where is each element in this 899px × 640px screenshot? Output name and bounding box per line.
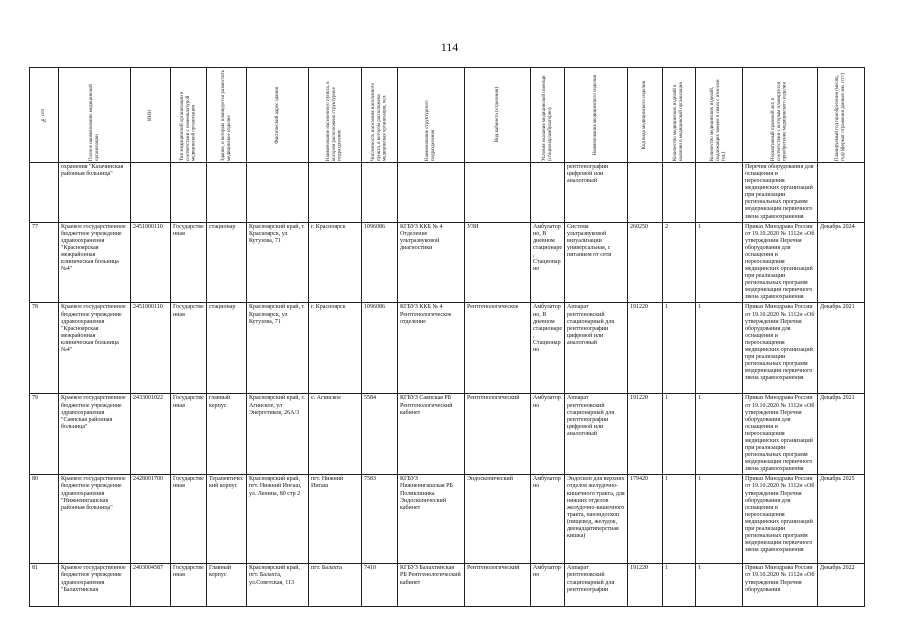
table-cell: Рентгенологический bbox=[465, 564, 531, 607]
column-header bbox=[30, 68, 59, 163]
table-cell: КГБУЗ ККБ № 4 Рентгенологическое отделение bbox=[398, 303, 465, 394]
table-cell: Аппарат рентгеновский стационарный для рентгенографии цифровой или аналоговый bbox=[565, 394, 628, 475]
table-body bbox=[30, 163, 865, 607]
table-cell: КГБУЗ ККБ № 4 Отделение ультразвуковой диагностики bbox=[398, 222, 465, 303]
table-cell: 7410 bbox=[362, 564, 398, 607]
table-cell: 1 bbox=[696, 564, 743, 607]
table-row bbox=[30, 303, 865, 394]
table-cell: Приказ Минздрава России от 19.10.2020 № 1112н «Об утверждении Перечня оборудования для оснащения и переоснащения медицинских организаций при реализации региональных программ модернизации первичного звена здравоохранения bbox=[743, 222, 818, 303]
table-cell bbox=[628, 163, 663, 223]
table-cell: Декабрь 2024 bbox=[818, 222, 865, 303]
table-cell: 1 bbox=[663, 394, 696, 475]
column-header-label: ИНН bbox=[147, 109, 153, 121]
table-cell: Красноярский край, г. Красноярск, ул Кутузова, 71 bbox=[247, 222, 309, 303]
table-cell: Красноярский край, пгт. Нижний Ингаш, ул. Ленина, 80 стр 2 bbox=[247, 475, 309, 564]
table-cell: КГБУЗ Балахтинская РБ Рентгенологический кабинет bbox=[398, 564, 465, 607]
column-header-label: Количество медицинских изделий, подлежащих замене в связи с износом (ед.) bbox=[710, 79, 727, 161]
table-cell: с. Агинское bbox=[309, 394, 362, 475]
column-header bbox=[207, 68, 247, 163]
column-header-label: Фактический адрес здания bbox=[274, 86, 280, 144]
table-cell: Рентгенологическое bbox=[465, 303, 531, 394]
table-cell: УЗИ bbox=[465, 222, 531, 303]
table-cell: 260250 bbox=[628, 222, 663, 303]
column-header-label: Вид кабинета (отделения) bbox=[494, 87, 500, 143]
column-header bbox=[59, 68, 131, 163]
table-cell: пгт. Балахта bbox=[309, 564, 362, 607]
column-header-label: Наименование структурного подразделения bbox=[425, 100, 436, 161]
table-cell bbox=[663, 163, 696, 223]
table-cell: Государственная bbox=[171, 222, 207, 303]
table-cell: 1 bbox=[663, 475, 696, 564]
table-cell: Приказ Минздрава России от 19.10.2020 № 1112н «Об утверждении Перечня оборудования для оснащения и переоснащения медицинских организаций при реализации региональных программ модернизации первичного звена здравоохранения bbox=[743, 394, 818, 475]
column-header-label: Условия оказания медицинской помощи (стационар/амбулаторно) bbox=[541, 75, 553, 161]
table-cell: Амбулаторно bbox=[531, 475, 565, 564]
table-cell: г. Красноярск bbox=[309, 222, 362, 303]
table-cell: Система ультразвуковой визуализации универсальная, с питанием от сети bbox=[565, 222, 628, 303]
table-cell bbox=[696, 163, 743, 223]
column-header bbox=[663, 68, 696, 163]
page-number: 114 bbox=[440, 40, 459, 54]
table-cell bbox=[398, 163, 465, 223]
column-header-label: Код вида медицинского изделия bbox=[642, 80, 648, 150]
column-header bbox=[398, 68, 465, 163]
table-cell: 1096086 bbox=[362, 222, 398, 303]
table-cell: 2451000110 bbox=[131, 303, 171, 394]
table-cell: Краевое государственное бюджетное учреждение здравоохранения "Саянская районная больница" bbox=[59, 394, 131, 475]
table-cell: 191220 bbox=[628, 564, 663, 607]
column-header bbox=[743, 68, 818, 163]
table-cell bbox=[131, 163, 171, 223]
table-cell: 78 bbox=[30, 303, 59, 394]
table-cell: Амбулаторно, В дневном стационаре, Стационарно bbox=[531, 303, 565, 394]
table-cell: 2 bbox=[663, 222, 696, 303]
table-cell: стационар bbox=[207, 222, 247, 303]
table-cell: стационар bbox=[207, 303, 247, 394]
table-cell: Приказ Минздрава России от 19.10.2020 № 1112н «Об утверждении Перечня оборудования для оснащения и переоснащения медицинских организаций при реализации региональных программ модернизации первичного звена здравоохранения bbox=[743, 475, 818, 564]
table-cell: Эндоскопический bbox=[465, 475, 531, 564]
column-header bbox=[171, 68, 207, 163]
table-cell: 1 bbox=[696, 394, 743, 475]
table-cell bbox=[247, 163, 309, 223]
table-cell: Красноярский край, с. Агинское, ул Энергетиков, 26А/3 bbox=[247, 394, 309, 475]
column-header bbox=[628, 68, 663, 163]
table-cell: Приказ Минздрава России от 19.10.2020 № 1112н «Об утверждении Перечня оборудования для оснащения и переоснащения медицинских организаций при реализации региональных программ модернизации первичного звена здравоохранения bbox=[743, 303, 818, 394]
table-cell: Декабрь 2022 bbox=[818, 564, 865, 607]
table-cell: г. Красноярск bbox=[309, 303, 362, 394]
column-header-label: Здание, в которых планируется разместить медицинское изделие bbox=[220, 69, 232, 161]
table-cell: 1 bbox=[663, 564, 696, 607]
table-cell: 1096086 bbox=[362, 303, 398, 394]
table-cell: Амбулаторно bbox=[531, 564, 565, 607]
table-row bbox=[30, 394, 865, 475]
table-cell: 1 bbox=[663, 303, 696, 394]
table-cell: 179420 bbox=[628, 475, 663, 564]
table-cell: 2433001022 bbox=[131, 394, 171, 475]
table-cell: 81 bbox=[30, 564, 59, 607]
table-cell: охранения "Казачинская районная больница" bbox=[59, 163, 131, 223]
column-header bbox=[818, 68, 865, 163]
column-header-label: Численность населения населенного пункта, в котором расположена медицинская организация, чел. bbox=[370, 82, 388, 161]
table-cell: 191220 bbox=[628, 394, 663, 475]
header-row bbox=[30, 68, 865, 163]
table-cell: Краевое государственное бюджетное учреждение здравоохранения "Балахтинская bbox=[59, 564, 131, 607]
table-row bbox=[30, 475, 865, 564]
column-header-label: Нормативный правовой акт, в соответствии с которым планируется приобретение медицинского изделия bbox=[771, 81, 788, 161]
column-header bbox=[362, 68, 398, 163]
table-cell: 2451000110 bbox=[131, 222, 171, 303]
table-cell: Приказ Минздрава России от 19.10.2020 № 1112н «Об утверждении Перечня оборудования bbox=[743, 564, 818, 607]
table-cell: КГБУЗ Саянская РБ Рентгенологический кабинет bbox=[398, 394, 465, 475]
table-cell: Амбулаторно, В дневном стационаре, Стационарно bbox=[531, 222, 565, 303]
table-cell: КГБУЗ Нижнеингашская РБ Поликлиника Эндоскопический кабинет bbox=[398, 475, 465, 564]
table-cell: 1 bbox=[696, 303, 743, 394]
column-header-label: № п/п bbox=[41, 108, 47, 122]
table-cell: Государственная bbox=[171, 564, 207, 607]
table-cell: Аппарат рентгеновский стационарный для рентгенографии bbox=[565, 564, 628, 607]
table-cell: Краевое государственное бюджетное учреждение здравоохранения "Красноярская межрайонная клиническая больница №4" bbox=[59, 303, 131, 394]
table-cell: 80 bbox=[30, 475, 59, 564]
table-cell: 2403004587 bbox=[131, 564, 171, 607]
column-header bbox=[531, 68, 565, 163]
column-header-label: Количество медицинских изделий в наличии в медицинской организации bbox=[673, 81, 684, 161]
table-cell bbox=[30, 163, 59, 223]
table-row bbox=[30, 222, 865, 303]
table-cell bbox=[207, 163, 247, 223]
table-cell: 5584 bbox=[362, 394, 398, 475]
table-cell: Терапевтический корпус bbox=[207, 475, 247, 564]
table-cell: Амбулаторно bbox=[531, 394, 565, 475]
table-cell: Декабрь 2021 bbox=[818, 394, 865, 475]
column-header-label: Тип медицинской организации в соответствии с номенклатурой медицинской организации bbox=[179, 91, 197, 161]
column-header bbox=[309, 68, 362, 163]
table-cell bbox=[171, 163, 207, 223]
table-cell: Государственная bbox=[171, 475, 207, 564]
table-row bbox=[30, 564, 865, 607]
table-cell: 2428001700 bbox=[131, 475, 171, 564]
equipment-table bbox=[29, 67, 865, 607]
column-header bbox=[247, 68, 309, 163]
table-cell: Перечня оборудования для оснащения и переоснащения медицинских организаций при реализации региональных программ модернизации первичного звена здравоохранения bbox=[743, 163, 818, 223]
table-cell: рентгенографии цифровой или аналоговый bbox=[565, 163, 628, 223]
column-header bbox=[565, 68, 628, 163]
table-cell bbox=[531, 163, 565, 223]
column-header-label: Наименование населенного пункта, в котором расположено структурное подразделение bbox=[326, 81, 343, 161]
column-header-label: Наименование медицинского изделия bbox=[593, 74, 599, 156]
table-cell: Красноярский край, г. Красноярск, ул Кутузова, 71 bbox=[247, 303, 309, 394]
table-cell: Декабрь 2021 bbox=[818, 303, 865, 394]
table-cell: Красноярский край, пгт. Балахта, ул.Советская, 113 bbox=[247, 564, 309, 607]
table-cell: Краевое государственное бюджетное учреждение здравоохранения "Нижнеингашская районная больница" bbox=[59, 475, 131, 564]
column-header-label: Полное наименование медицинской организации bbox=[88, 84, 100, 161]
table-cell: Главный корпус bbox=[207, 564, 247, 607]
table-cell bbox=[818, 163, 865, 223]
table-cell bbox=[362, 163, 398, 223]
table-cell: 79 bbox=[30, 394, 59, 475]
column-header bbox=[131, 68, 171, 163]
column-header-label: Планируемый год приобретения (месяц, год) (формат отражения данных мм. гггг) bbox=[835, 72, 846, 161]
table-cell: 1 bbox=[696, 222, 743, 303]
table-cell: пгт. Нижний Ингаш bbox=[309, 475, 362, 564]
table-cell: 77 bbox=[30, 222, 59, 303]
table-cell: Рентгенологический bbox=[465, 394, 531, 475]
table-cell: Декабрь 2025 bbox=[818, 475, 865, 564]
table-cell: 1 bbox=[696, 475, 743, 564]
table-row bbox=[30, 163, 865, 223]
table-cell: Эндоскоп для верхних отделов желудочно-кишечного тракта, для нижних отделов желудочно-кишечного тракта, панэндоскоп (пищевод, желудок, двенадцатиперстная кишка) bbox=[565, 475, 628, 564]
table-cell: Краевое государственное бюджетное учреждение здравоохранения "Красноярская межрайонная клиническая больница №4" bbox=[59, 222, 131, 303]
table-cell bbox=[465, 163, 531, 223]
table-cell: Государственная bbox=[171, 394, 207, 475]
table-cell bbox=[309, 163, 362, 223]
table-cell: главный корпус bbox=[207, 394, 247, 475]
column-header bbox=[465, 68, 531, 163]
table-cell: Государственная bbox=[171, 303, 207, 394]
table-cell: 7583 bbox=[362, 475, 398, 564]
table-cell: 191220 bbox=[628, 303, 663, 394]
table-cell: Аппарат рентгеновский стационарный для рентгенографии цифровой или аналоговый bbox=[565, 303, 628, 394]
column-header bbox=[696, 68, 743, 163]
